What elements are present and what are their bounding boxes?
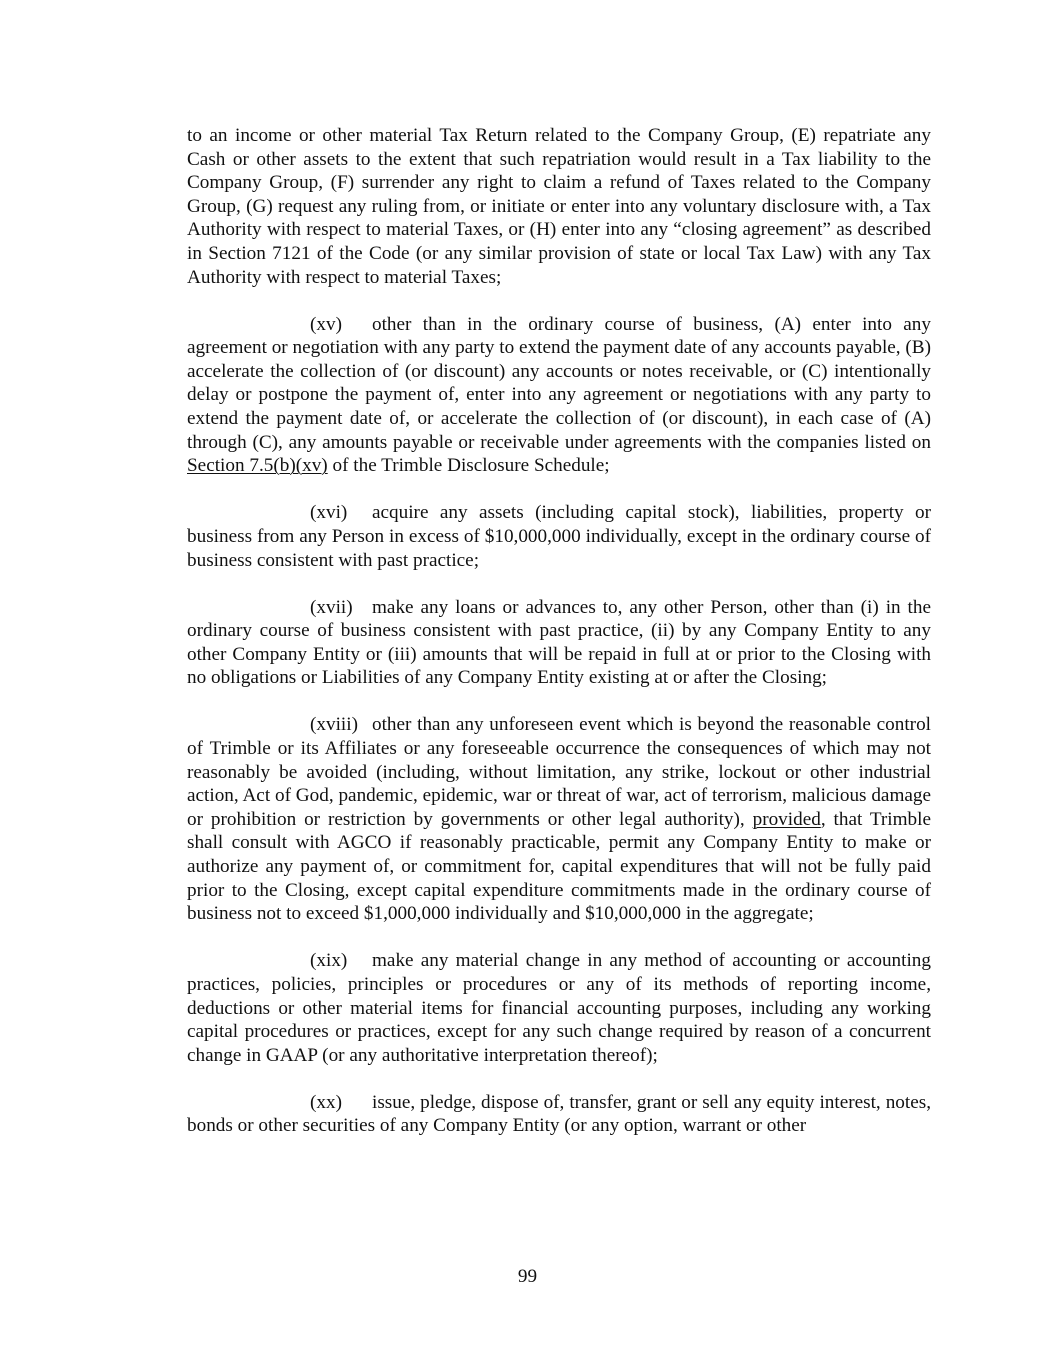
- clause-text: make any loans or advances to, any other Person, other than (i) in the ordinary course of business consistent with past practice, (ii) by any Company Entity to any other Company Entity or (iii) amounts that will be repaid in full at or prior to the Closing with no obligations or Liabilities of any Company Entity existing at or after the Closing;: [187, 596, 931, 689]
- clause-text: issue, pledge, dispose of, transfer, grant or sell any equity interest, notes, bonds or other securities of any Company Entity (or any option, warrant or other: [187, 1091, 931, 1137]
- clause-xviii: [187, 713, 931, 925]
- clause-text: make any material change in any method of accounting or accounting practices, policies, principles or procedures or any of its methods of reporting income, deductions or other material items for financial accounting purposes, including any working capital procedures or practices, except for any such change required by reason of a concurrent change in GAAP (or any authoritative interpretation thereof);: [187, 950, 931, 1066]
- clause-number: (xvi): [310, 502, 348, 524]
- clause-number: (xvii): [310, 596, 353, 618]
- body-text: [187, 124, 931, 1161]
- clause-number: (xviii): [310, 714, 358, 736]
- clause-number: (xx): [310, 1091, 342, 1113]
- clause-xix: [187, 949, 931, 1067]
- clause-text: acquire any assets (including capital stock), liabilities, property or business from any Person in excess of $10,000,000 individually, except in the ordinary course of business consistent with past practice;: [187, 502, 931, 571]
- clause-xx: [187, 1091, 931, 1138]
- page-number: 99: [517, 1266, 538, 1287]
- clause-number: (xv): [310, 313, 342, 335]
- clause-xvii: [187, 596, 931, 690]
- clause-text: other than any unforeseen event which is beyond the reasonable control of Trimble or its Affiliates or any foreseeable occurrence the consequences of which may not reasonably be avoided (including, without limitation, any strike, lockout or other industrial action, Act of God, pandemic, epidemic, war or threat of war, act of terrorism, malicious damage or prohibition or restriction by governments or other legal authority),: [187, 714, 931, 830]
- clause-xv: [187, 313, 931, 478]
- clause-text-end: , that Trimble shall consult with AGCO if reasonably practicable, permit any Company Entity to make or authorize any payment of, or commitment for, capital expenditures that will not be fully paid prior to the Closing, except capital expenditure commitments made in the ordinary course of business not to exceed $1,000,000 individually and $10,000,000 in the aggregate;: [187, 808, 931, 925]
- clause-text: other than in the ordinary course of business, (A) enter into any agreement or negotiation with any party to extend the payment date of any accounts payable, (B) accelerate the collection of (or discount) any accounts or notes receivable, or (C) intentionally delay or postpone the payment of, enter into any agreement or negotiations with any party to extend the payment date of, or accelerate the collection of (or discount), in each case of (A) through (C), any amounts payable or receivable under agreements with the companies listed on: [187, 313, 931, 453]
- paragraph-text: to an income or other material Tax Return related to the Company Group, (E) repatriate any Cash or other assets to the extent that such repatriation would result in a Tax liability to the Company Group, (F) surrender any right to claim a refund of Taxes related to the Company Group, (G) request any ruling from, or initiate or enter into any voluntary disclosure with, a Tax Authority with respect to material Taxes, or (H) enter into any “closing agreement” as described in Section 7121 of the Code (or any similar provision of state or local Tax Law) with any Tax Authority with respect to material Taxes;: [187, 125, 931, 288]
- clause-text-end: of the Trimble Disclosure Schedule;: [327, 455, 610, 477]
- clause-xvi: [187, 501, 931, 572]
- paragraph-continuation: [187, 124, 931, 289]
- provided-term: provided: [752, 808, 821, 830]
- section-reference: Section 7.5(b)(xv): [187, 455, 328, 477]
- clause-number: (xix): [310, 950, 348, 972]
